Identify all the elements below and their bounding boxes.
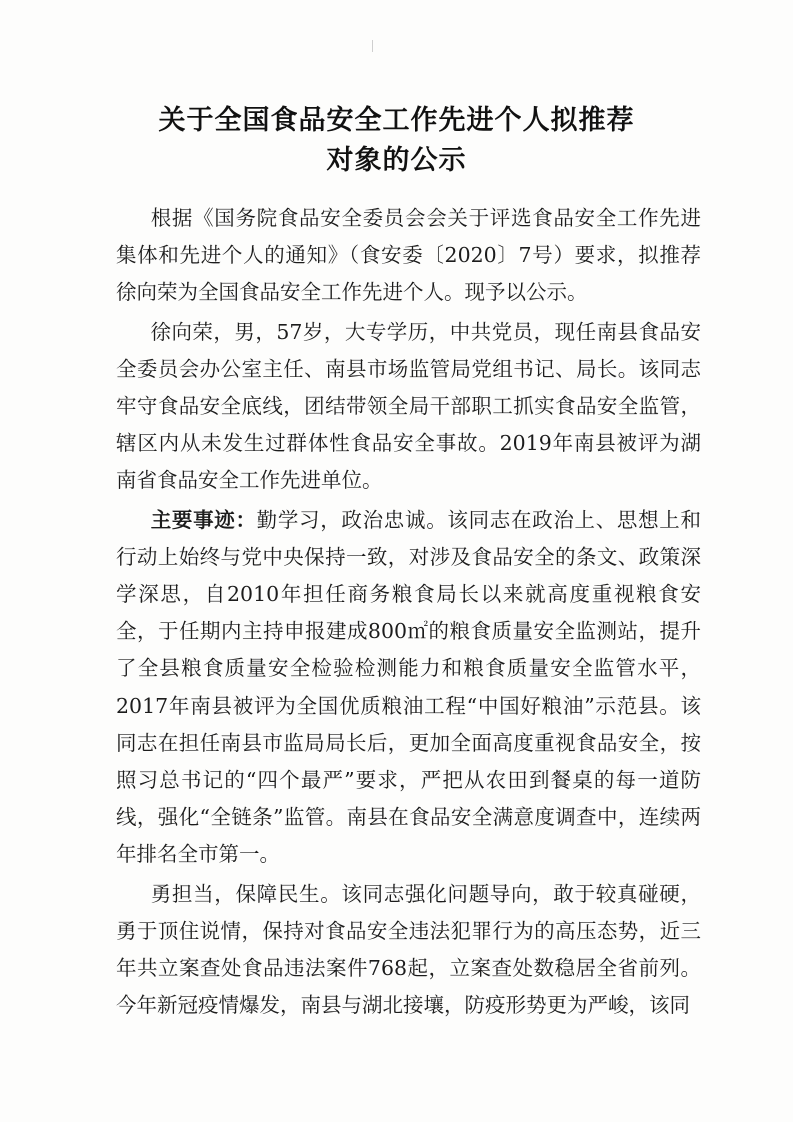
paragraph (116, 314, 701, 500)
paragraph (116, 876, 701, 1025)
paragraph-text: 勤学习，政治忠诚。该同志在政治上、思想上和行动上始终与党中央保持一致，对涉及食品安全的条文、政策深学深思，自2010年担任商务粮食局长以来就高度重视粮食安全，于任期内主持申报建成800㎡的粮食质量安全监测站，提升了全县粮食质量安全检验检测能力和粮食质量安全监管水平，2017年南县被评为全国优质粮油工程“中国好粮油”示范县。该同志在担任南县市监局局长后，更加全面高度重视食品安全，按照习总书记的“四个最严”要求，严把从农田到餐桌的每一道防线，强化“全链条”监管。南县在食品安全满意度调查中，连续两年排名全市第一。 (116, 507, 702, 867)
document-title-line-2: 对象的公示 (326, 145, 467, 176)
document-body (116, 200, 701, 1026)
paragraph (116, 200, 701, 312)
scan-artifact (372, 40, 373, 52)
paragraph-lead: 主要事迹： (150, 507, 257, 532)
paragraph-text: 徐向荣，男，57岁，大专学历，中共党员，现任南县食品安全委员会办公室主任、南县市场监管局党组书记、局长。该同志牢守食品安全底线，团结带领全局干部职工抓实食品安全监管，辖区内从未发生过群体性食品安全事故。2019年南县被评为湖南省食品安全工作先进单位。 (116, 319, 701, 493)
document-title-line-1: 关于全国食品安全工作先进个人拟推荐 (158, 105, 635, 136)
paragraph-text: 勇担当，保障民生。该同志强化问题导向，敢于较真碰硬，勇于顶住说情，保持对食品安全违法犯罪行为的高压态势，近三年共立案查处食品违法案件768起，立案查处数稳居全省前列。今年新冠疫情爆发，南县与湖北接壤，防疫形势更为严峻，该同 (116, 881, 701, 1018)
paragraph-text: 根据《国务院食品安全委员会会关于评选食品安全工作先进集体和先进个人的通知》（食安委〔2020〕7号）要求，拟推荐徐向荣为全国食品安全工作先进个人。现予以公示。 (116, 206, 701, 305)
paragraph (116, 502, 701, 874)
